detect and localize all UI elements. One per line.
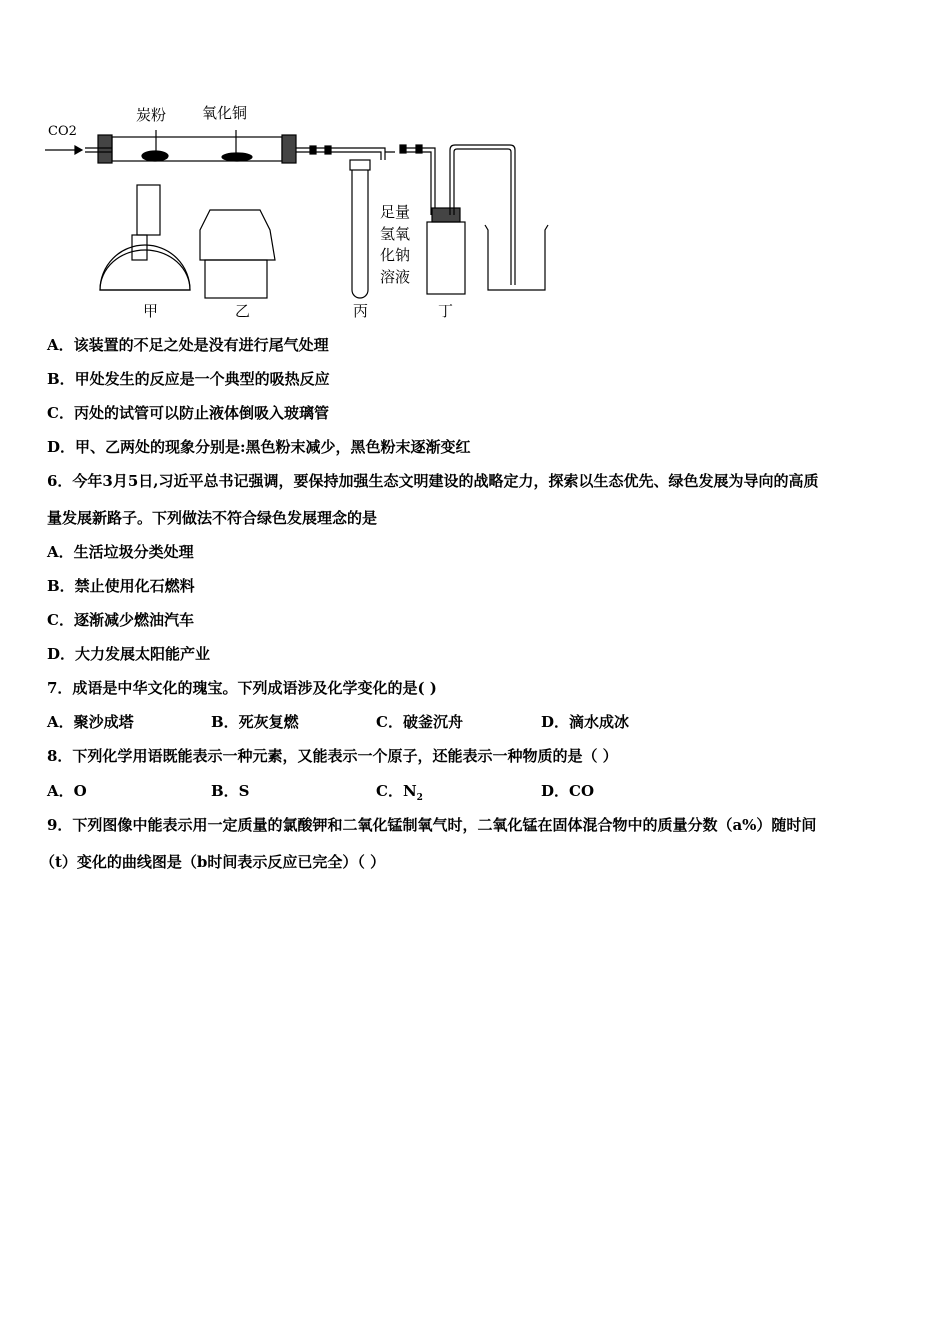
q5-option-d: D．甲、乙两处的现象分别是:黑色粉末减少，黑色粉末逐渐变红: [47, 438, 471, 456]
q8-option-b: B．S: [211, 782, 250, 800]
label-yi: 乙: [235, 302, 251, 320]
q7-option-a: A．聚沙成塔: [47, 713, 134, 731]
wood-block: [205, 260, 267, 298]
label-co2: CO2: [48, 124, 77, 139]
q8-stem: 8．下列化学用语既能表示一种元素，又能表示一个原子，还能表示一种物质的是（ ）: [47, 747, 618, 765]
q5-option-b: B．甲处发生的反应是一个典型的吸热反应: [47, 370, 330, 388]
stopper-left: [98, 135, 112, 163]
q9-stem-line1: 9．下列图像中能表示用一定质量的氯酸钾和二氧化锰制氧气时，二氧化锰在固体混合物中的质量分数（a%）随时间: [47, 816, 817, 834]
gas-washing-bottle-ding: [427, 222, 465, 294]
alcohol-lamp-yi: [200, 210, 275, 260]
label-ding: 丁: [438, 302, 454, 320]
q7-stem: 7．成语是中华文化的瑰宝。下列成语涉及化学变化的是( ): [47, 679, 437, 697]
label-carbon-powder: 炭粉: [136, 106, 167, 124]
q8-option-c: [376, 781, 423, 808]
stopper-right: [282, 135, 296, 163]
q9-stem-line2: （t）变化的曲线图是（b时间表示反应已完全）（ ）: [40, 853, 386, 871]
q5-option-c: C．丙处的试管可以防止液体倒吸入玻璃管: [47, 404, 329, 422]
carbon-powder: [142, 151, 168, 161]
q6-option-d: D．大力发展太阳能产业: [47, 645, 211, 663]
q6-option-b: B．禁止使用化石燃料: [47, 577, 195, 595]
test-tube-stopper: [350, 160, 370, 170]
burner-jia: [137, 185, 160, 235]
copper-oxide: [222, 153, 252, 161]
label-naoh-2: 氢氧: [380, 225, 411, 243]
q8-option-a: A．O: [47, 782, 87, 800]
q8-option-c-subscript: 2: [416, 793, 423, 803]
q8-option-c-text: C．N: [376, 782, 417, 800]
experiment-apparatus-diagram: [40, 90, 560, 330]
glass-tube: [112, 137, 282, 161]
q6-option-c: C．逐渐减少燃油汽车: [47, 611, 194, 629]
q7-option-c: C．破釜沉舟: [376, 713, 463, 731]
label-naoh-3: 化钠: [380, 246, 411, 264]
q6-stem-line1: 6．今年3月5日,习近平总书记强调，要保持加强生态文明建设的战略定力，探索以生态优先、绿色发展为导向的高质: [47, 472, 819, 490]
label-naoh-4: 溶液: [380, 268, 411, 286]
q8-option-d: D．CO: [541, 782, 595, 800]
q7-option-d: D．滴水成冰: [541, 713, 630, 731]
q5-option-a: A．该装置的不足之处是没有进行尾气处理: [47, 336, 329, 354]
label-jia: 甲: [143, 302, 159, 320]
q6-option-a: A．生活垃圾分类处理: [47, 543, 194, 561]
label-copper-oxide: 氧化铜: [202, 104, 248, 122]
q6-stem-line2: 量发展新路子。下列做法不符合绿色发展理念的是: [47, 509, 378, 527]
label-naoh-1: 足量: [380, 203, 411, 221]
label-bing: 丙: [353, 302, 369, 320]
q7-option-b: B．死灰复燃: [211, 713, 299, 731]
test-tube-bing: [352, 170, 368, 298]
apparatus-drawing: [40, 90, 560, 330]
beaker: [485, 225, 548, 290]
